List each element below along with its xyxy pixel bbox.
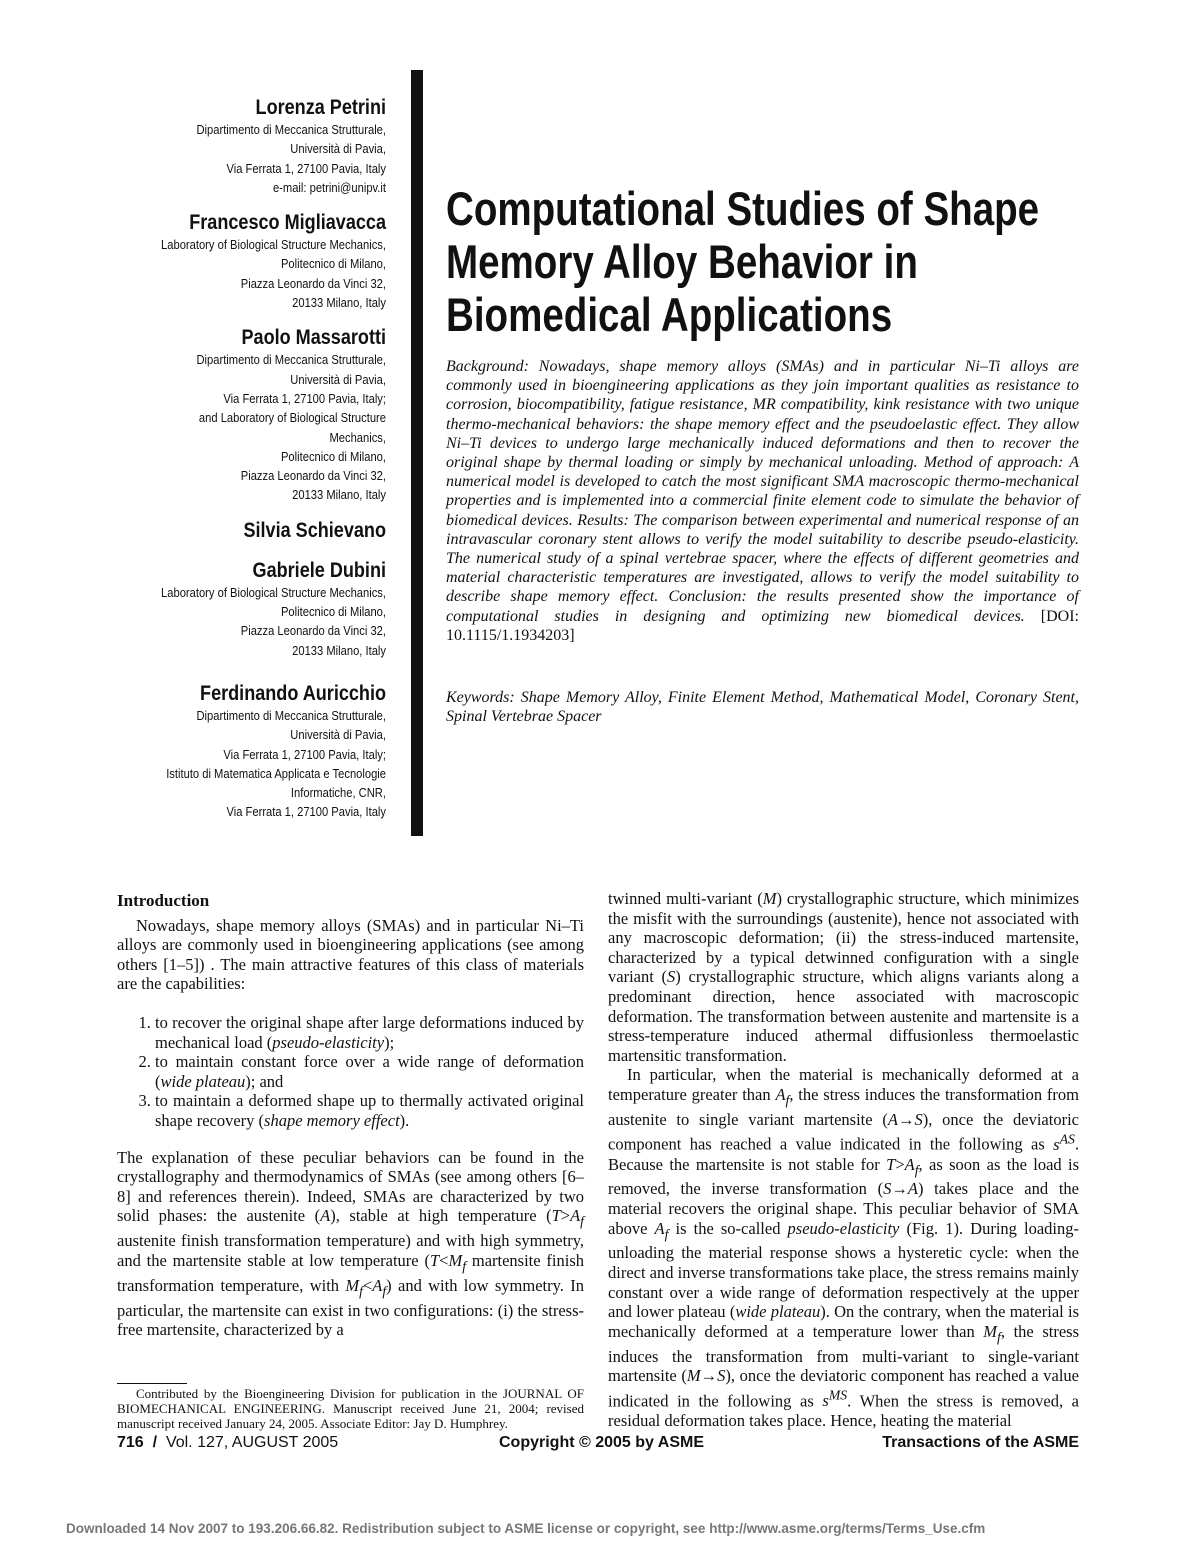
affiliation-line: Mechanics, [329, 429, 386, 445]
author-block [120, 519, 386, 543]
download-notice: Downloaded 14 Nov 2007 to 193.206.66.82. Redistribution subject to ASME license or copyright, see http://www.asme.org/terms/Terms_Use.cfm [66, 1521, 986, 1536]
affiliation-line: Università di Pavia, [290, 727, 386, 743]
paragraph: The explanation of these peculiar behaviors can be found in the crystallography and thermodynamics of SMAs (see among others [6–8] and references therein). Indeed, SMAs are characterized by two solid phases: the austenite (A), stable at high temperature ($T>A_f$ austenite finish transformation temperature) and with high symmetry, and the martensite stable at low temperature ($T<M_f$ martensite finish transformation temperature, with $M_f<A_f$) and with low symmetry. In particular, the martensite can exist in two configurations: (i) the stress-free martensite, characterized by a [117, 1147, 584, 1340]
paragraph: twinned multi-variant (M) crystallographic structure, which minimizes the misfit with the surroundings (austenite), hence not associated with any macroscopic deformation; (ii) the stress-induced martensite, characterized by a typical detwinned configuration with a single variant (S) crystallographic structure, which aligns variants along a predominant direction, hence associated with macroscopic deformation. The transformation between austenite and martensite is a stress-temperature induced athermal diffusionless thermoelastic martensitic transformation. [608, 889, 1080, 1065]
affiliation-line: and Laboratory of Biological Structure [198, 410, 386, 426]
author-block [120, 96, 386, 197]
volume-info: Vol. 127, AUGUST 2005 [165, 1434, 339, 1451]
author-name: Lorenza Petrini [255, 96, 386, 119]
keywords: Keywords: Shape Memory Alloy, Finite Element Method, Mathematical Model, Coronary Stent, Spinal Vertebrae Spacer [446, 689, 1079, 726]
author-block [120, 559, 386, 660]
list-item: 2. to maintain constant force over a wide range of deformation (wide plateau); and [155, 1052, 584, 1091]
abstract-text: Background: Nowadays, shape memory alloys (SMAs) and in particular Ni–Ti alloys are commonly used in bioengineering applications as they join important qualities as resistance to corrosion, biocompatibility, fatigue resistance, MR compatibility, kink resistance with two unique thermo-mechanical behaviors: the shape memory effect and the pseudoelastic effect. They allow Ni–Ti devices to undergo large mechanically induced deformations and then to recover the original shape by thermal loading or simply by mechanical unloading. Method of approach: A numerical model is developed to catch the most significant SMA macroscopic thermo-mechanical properties and is implemented into a commercial finite element code to simulate the behavior of biomedical devices. Results: The comparison between experimental and numerical response of an intravascular coronary stent allows to verify the model suitability to describe pseudo-elasticity. The numerical study of a spinal vertebrae spacer, where the effects of different geometries and material characteristic temperatures are investigated, allows to verify the model suitability to describe shape memory effect. Conclusion: the results presented show the importance of computational studies in designing and optimizing new biomedical devices. [446, 358, 1079, 625]
affiliation-line: Laboratory of Biological Structure Mechanics, [161, 237, 386, 253]
affiliation-line: Via Ferrata 1, 27100 Pavia, Italy; [223, 746, 386, 762]
copyright: Copyright © 2005 by ASME [499, 1434, 705, 1451]
affiliation-line: Piazza Leonardo da Vinci 32, [240, 468, 386, 484]
affiliation-line: Politecnico di Milano, [280, 448, 386, 464]
affiliation-line: Dipartimento di Meccanica Strutturale, [196, 352, 386, 368]
author-name: Gabriele Dubini [252, 558, 386, 582]
affiliation-line: Dipartimento di Meccanica Strutturale, [196, 707, 386, 723]
doi-link[interactable]: [DOI: 10.1115/1.1934203] [446, 607, 1079, 644]
affiliation-line: Via Ferrata 1, 27100 Pavia, Italy [226, 804, 386, 820]
affiliation-line: Informatiche, CNR, [290, 785, 386, 801]
affiliation-line: Università di Pavia, [290, 371, 386, 387]
author-name: Paolo Massarotti [241, 326, 386, 350]
journal-name: Transactions of the ASME [882, 1434, 1079, 1451]
list-item: 1. to recover the original shape after large deformations induced by mechanical load (pseudo-elasticity); [155, 1013, 584, 1052]
page-footer [117, 1434, 1079, 1456]
affiliation-line: 20133 Milano, Italy [292, 487, 386, 503]
footnote: Contributed by the Bioengineering Division for publication in the JOURNAL OF BIOMECHANICAL ENGINEERING. Manuscript received June 21, 2004; revised manuscript received January 24, 2005. Associate Editor: Jay D. Humphrey. [117, 1386, 584, 1431]
affiliation-line: Piazza Leonardo da Vinci 32, [240, 623, 386, 639]
affiliation-line: 20133 Milano, Italy [292, 295, 386, 311]
title-line: Computational Studies of Shape [446, 182, 1040, 235]
affiliation-line: Università di Pavia, [290, 141, 386, 157]
footer-separator: / [152, 1434, 158, 1451]
affiliation-line: Via Ferrata 1, 27100 Pavia, Italy [226, 160, 386, 176]
affiliation-line: Laboratory of Biological Structure Mechanics, [161, 584, 386, 600]
paragraph: Nowadays, shape memory alloys (SMAs) and in particular Ni–Ti alloys are commonly used in bioengineering applications (see among others [1–5]) . The main attractive features of this class of materials are the capabilities: [117, 915, 584, 994]
footnote-rule [117, 1383, 187, 1384]
title-line: Biomedical Applications [446, 288, 893, 341]
feature-list [117, 1013, 584, 1131]
author-block [120, 326, 386, 504]
author-name: Ferdinando Auricchio [200, 681, 386, 705]
section-heading: Introduction [117, 891, 210, 910]
list-item: 3. to maintain a deformed shape up to thermally activated original shape recovery (shape memory effect). [155, 1091, 584, 1130]
author-name: Francesco Migliavacca [189, 211, 386, 235]
author-name: Silvia Schievano [243, 518, 386, 542]
affiliation-line: Politecnico di Milano, [280, 256, 386, 272]
abstract [446, 357, 1079, 645]
author-block [120, 682, 386, 822]
affiliation-line: Politecnico di Milano, [280, 604, 386, 620]
affiliation-line: 20133 Milano, Italy [292, 642, 386, 658]
page-number: 716 [117, 1434, 144, 1451]
affiliation-line: Istituto di Matematica Applicata e Tecnologie [166, 765, 386, 781]
affiliation-line: Via Ferrata 1, 27100 Pavia, Italy; [223, 390, 386, 406]
title-line: Memory Alloy Behavior in [446, 235, 918, 288]
footer-left [117, 1434, 338, 1452]
paper-title [446, 182, 1040, 341]
author-list [120, 96, 386, 836]
body-column-left [117, 891, 584, 1340]
vertical-rule [411, 70, 423, 836]
affiliation-line: Piazza Leonardo da Vinci 32, [240, 275, 386, 291]
body-column-right [608, 889, 1079, 1431]
author-email[interactable]: e-mail: petrini@unipv.it [272, 179, 386, 195]
affiliation-line: Dipartimento di Meccanica Strutturale, [196, 122, 386, 137]
author-block [120, 211, 386, 312]
paragraph: In particular, when the material is mechanically deformed at a temperature greater than $A_f$, the stress induces the transformation from austenite to single variant martensite (A→S), once the deviatoric component has reached a value indicated in the following as $s^{AS}$. Because the martensite is not stable for $T>A_f$, as soon as the load is removed, the inverse transformation (S→A) takes place and the material recovers the original shape. This peculiar behavior of SMA above $A_f$ is the so-called pseudo-elasticity (Fig. 1). During loading-unloading the material response shows a hysteretic cycle: when the direct and inverse transformations take place, the stress remains mainly constant over a wide range of deformation respectively at the upper and lower plateau (wide plateau). On the contrary, when the material is mechanically deformed at a temperature lower than $M_f$, the stress induces the transformation from multi-variant to single-variant martensite (M→S), once the deviatoric component has reached a value indicated in the following as $s^{MS}$. When the stress is removed, a residual deformation takes place. Hence, heating the material [608, 1065, 1080, 1431]
